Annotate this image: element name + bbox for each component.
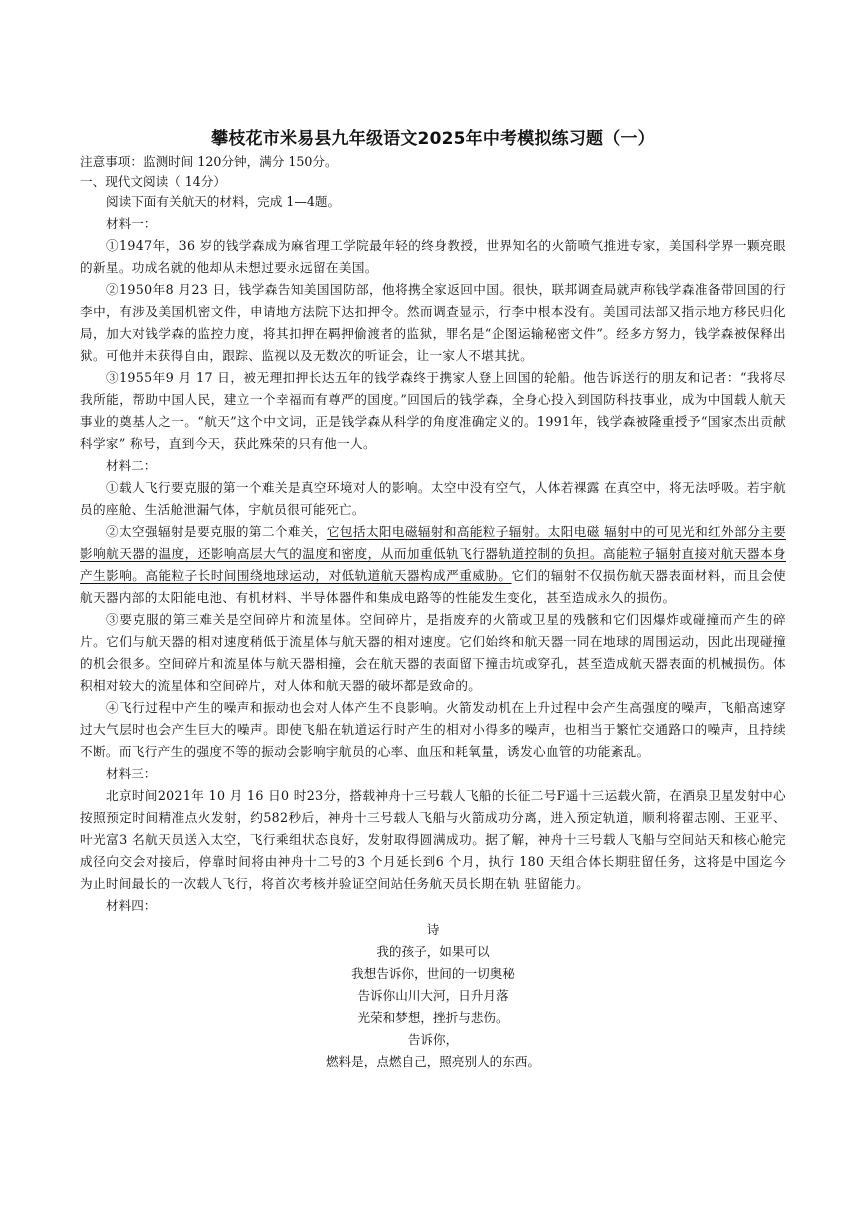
underlined-passage: 它包括太阳电磁辐射和高能粒子辐射。太阳电磁 辐射中的可见光和红外部分主要影响航天器的温度，还影响高层大气的温度和密度，从而加重低轨飞行器轨道控制的负担。高能粒子辐射直接对航天器本身产生影响。高能粒子长时间围绕地球运动，对低轨道航天器构成严重威胁。 [80, 524, 786, 583]
material-4-label: 材料四： [106, 898, 157, 913]
material-1-para-2: ②1950年8 月23 日，钱学森告知美国国防部，他将携全家返回中国。很快，联邦调查局就声称钱学森准备带回国的行李中，有涉及美国机密文件，申请地方法院下达扣押令。然而调查显示，行李中根本没有。美国司法部又指示地方移民归化局，加大对钱学森的监控力度，将其扣押在羁押偷渡者的监狱，罪名是“企图运输秘密文件”。经多方努力，钱学森被保释出狱。可他并未获得自由，跟踪、监视以及无数次的听证会，让一家人不堪其扰。 [80, 282, 786, 363]
poem-line: 告诉你， [407, 1032, 459, 1047]
material-2-label: 材料二： [106, 458, 157, 473]
material-2-para-3: ③要克服的第三难关是空间碎片和流星体。空间碎片，是指废弃的火箭或卫星的残骸和它们因爆炸或碰撞而产生的碎片。它们与航天器的相对速度稍低于流星体与航天器的相对速度。它们始终和航天器一同在地球的周围运动，因此出现碰撞的机会很多。空间碎片和流星体与航天器相撞，会在航天器的表面留下撞击坑或穿孔，甚至造成航天器表面的机械损伤。体积相对较大的流星体和空间碎片，对人体和航天器的破坏都是致命的。 [80, 612, 786, 693]
material-3-label: 材料三： [106, 766, 157, 781]
poem-line: 告诉你山川大河，日升月落 [357, 988, 509, 1003]
material-3-para-1: 北京时间2021年 10 月 16 日0 时23分，搭载神舟十三号载人飞船的长征二号F遥十三运载火箭，在酒泉卫星发射中心按照预定时间精准点火发射，约582秒后，神舟十三号载人飞船与火箭成功分离，进入预定轨道，顺利将翟志刚、王亚平、叶光富3 名航天员送入太空，飞行乘组状态良好，发射取得圆满成功。据了解，神舟十三号载人飞船与空间站天和核心舱完成径向交会对接后，停靠时间将由神舟十二号的3 个月延长到6 个月，执行 180 天组合体长期驻留任务，这将是中国迄今为止时间最长的一次载人飞行，将首次考核并验证空间站任务航天员长期在轨 驻留能力。 [80, 788, 786, 891]
material-2-para-2-tail: 它们的辐射不仅损伤航天器表面材料，而且会使航天器内部的太阳能电池、有机材料、半导体器件和集成电路等的性能发生变化，甚至造成永久的损伤。 [80, 568, 786, 605]
material-2-para-2-lead: ②太空强辐射是要克服的第二个难关， [106, 524, 327, 539]
poem-line: 燃料是，点燃自己，照亮别人的东西。 [325, 1054, 541, 1069]
material-1-para-1: ①1947年，36 岁的钱学森成为麻省理工学院最年轻的终身教授，世界知名的火箭喷气推进专家，美国科学界一颗亮眼的新星。功成名就的他却从未想过要永远留在美国。 [80, 238, 786, 275]
material-2-para-4: ④飞行过程中产生的噪声和振动也会对人体产生不良影响。火箭发动机在上升过程中会产生高强度的噪声，飞船高速穿过大气层时也会产生巨大的噪声。即使飞船在轨道运行时产生的相对小得多的噪声，也相当于繁忙交通路口的噪声，且持续不断。而飞行产生的强度不等的振动会影响宇航员的心率、血压和耗氧量，诱发心血管的功能紊乱。 [80, 700, 786, 759]
poem-title: 诗 [426, 922, 440, 937]
poem-line: 我的孩子，如果可以 [376, 944, 490, 959]
exam-page [80, 128, 786, 1073]
material-2-para-1: ①载人飞行要克服的第一个难关是真空环境对人的影响。太空中没有空气，人体若裸露 在真空中，将无法呼吸。若宇航员的座舱、生活舱泄漏气体，宇航员很可能死亡。 [80, 480, 786, 517]
material-1-para-3: ③1955年9 月 17 日，被无理扣押长达五年的钱学森终于携家人登上回国的轮船。他告诉送行的朋友和记者：“我将尽我所能，帮助中国人民，建立一个幸福而有尊严的国度。”回国后的钱学森，全身心投入到国防科技事业，成为中国载人航天事业的奠基人之一。“航天”这个中文词，正是钱学森从科学的角度准确定义的。1991年，钱学森被隆重授予“国家杰出贡献科学家” 称号，直到今天，获此殊荣的只有他一人。 [80, 370, 786, 451]
instruction: 阅读下面有关航天的材料，完成 1—4题。 [106, 194, 341, 209]
poem-line: 我想告诉你，世间的一切奥秘 [351, 966, 515, 981]
poem-line: 光荣和梦想，挫折与悲伤。 [357, 1010, 509, 1025]
material-1-label: 材料一： [106, 216, 157, 231]
section-heading: 一、现代文阅读（ 14分） [80, 173, 226, 189]
exam-title: 攀枝花市米易县九年级语文2025年中考模拟练习题（一） [211, 129, 655, 149]
material-2-para-2 [80, 521, 786, 609]
notice: 注意事项：监测时间 120分钟，满分 150分。 [80, 154, 338, 169]
